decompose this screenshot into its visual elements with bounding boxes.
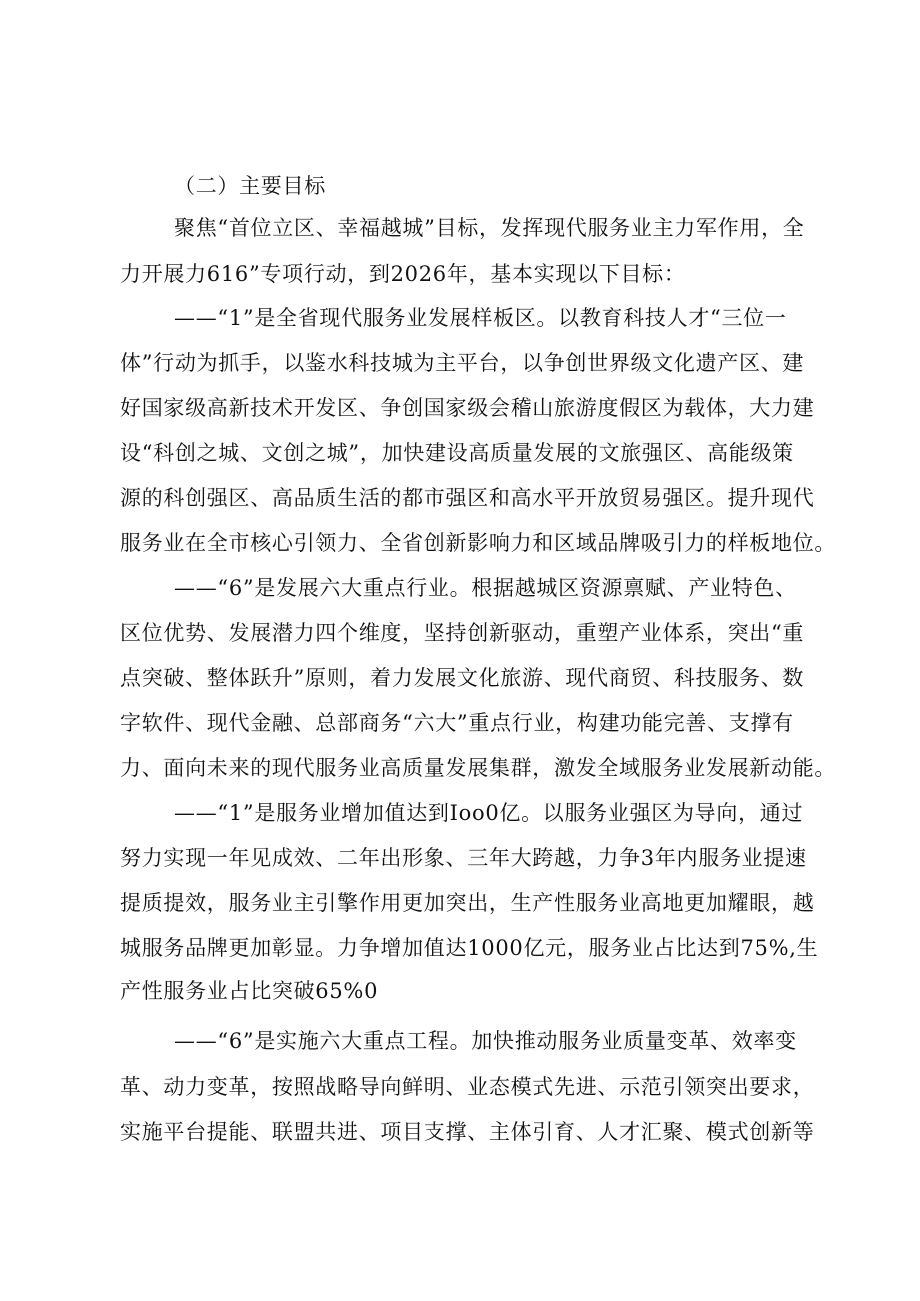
paragraph-line: 城服务品牌更加彰显。力争增加值达1000亿元，服务业占比达到75%,生 bbox=[120, 936, 819, 960]
paragraph-line: 提质提效，服务业主引擎作用更加突出，生产性服务业高地更加耀眼，越 bbox=[120, 891, 815, 915]
paragraph-line: 力开展力616”专项行动，到2026年，基本实现以下目标： bbox=[120, 262, 686, 286]
paragraph-line: 设“科创之城、文创之城”，加快建设高质量发展的文旅强区、高能级策 bbox=[120, 441, 794, 465]
paragraph-line: 体”行动为抓手，以鉴水科技城为主平台，以争创世界级文化遗产区、建 bbox=[120, 351, 805, 375]
paragraph-line: 点突破、整体跃升”原则，着力发展文化旅游、现代商贸、科技服务、数 bbox=[120, 666, 805, 690]
paragraph-line: 源的科创强区、高品质生活的都市强区和高水平开放贸易强区。提升现代 bbox=[120, 486, 815, 510]
paragraph-line: 努力实现一年见成效、二年出形象、三年大跨越，力争3年内服务业提速 bbox=[120, 846, 807, 870]
paragraph-line: 服务业在全市核心引领力、全省创新影响力和区域品牌吸引力的样板地位。 bbox=[120, 531, 837, 555]
section-heading: （二）主要目标 bbox=[174, 174, 326, 198]
paragraph-line: ——“1”是全省现代服务业发展样板区。以教育科技人才“三位一 bbox=[174, 306, 787, 330]
paragraph-line: 聚焦“首位立区、幸福越城”目标，发挥现代服务业主力军作用，全 bbox=[174, 216, 805, 240]
paragraph-line: ——“1”是服务业增加值达到Ioo0亿。以服务业强区为导向，通过 bbox=[174, 801, 804, 825]
paragraph-line: ——“6”是发展六大重点行业。根据越城区资源禀赋、产业特色、 bbox=[174, 576, 797, 600]
paragraph-line: 好国家级高新技术开发区、争创国家级会稽山旅游度假区为载体，大力建 bbox=[120, 396, 815, 420]
paragraph-line: ——“6”是实施六大重点工程。加快推动服务业质量变革、效率变 bbox=[174, 1029, 797, 1053]
paragraph-line: 区位优势、发展潜力四个维度，坚持创新驱动，重塑产业体系，突出“重 bbox=[120, 621, 805, 645]
paragraph-line: 字软件、现代金融、总部商务“六大”重点行业，构建功能完善、支撑有 bbox=[120, 711, 794, 735]
paragraph-line: 实施平台提能、联盟共进、项目支撑、主体引育、人才汇聚、模式创新等 bbox=[120, 1120, 815, 1144]
paragraph-line: 革、动力变革，按照战略导向鲜明、业态模式先进、示范引领突出要求， bbox=[120, 1075, 815, 1099]
paragraph-line: 产性服务业占比突破65%0 bbox=[120, 979, 379, 1003]
paragraph-line: 力、面向未来的现代服务业高质量发展集群，激发全域服务业发展新动能。 bbox=[120, 756, 837, 780]
